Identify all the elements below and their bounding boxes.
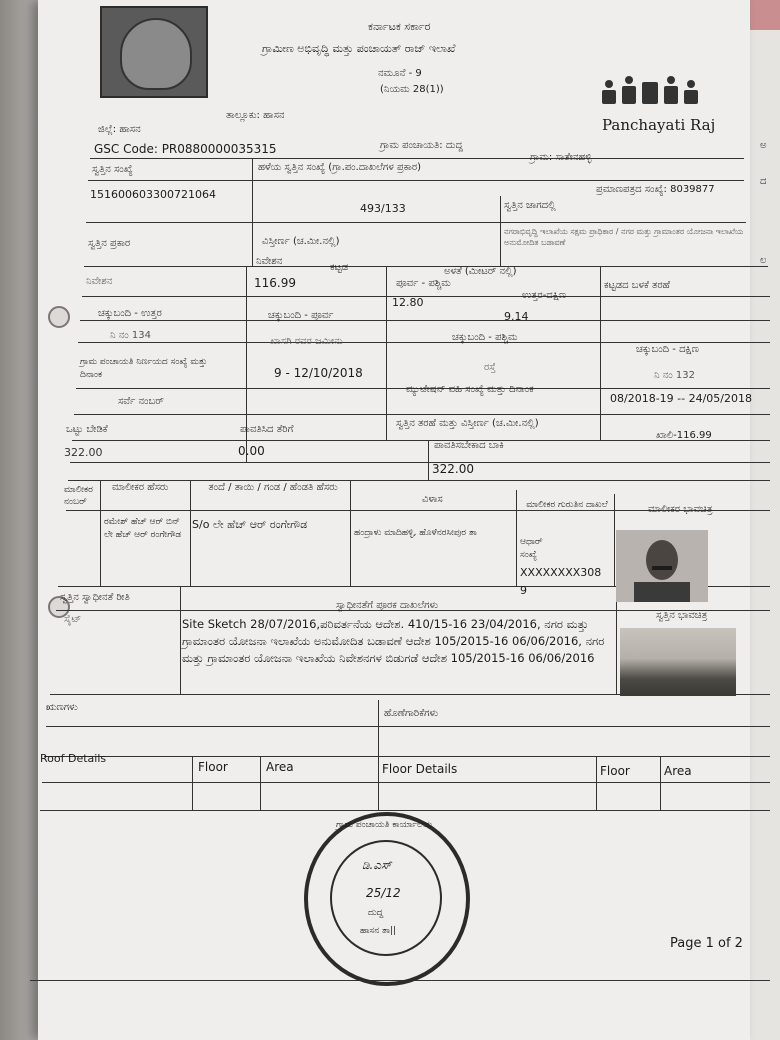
floor-label-2: Floor	[600, 764, 630, 778]
rule	[614, 494, 615, 586]
tax-type-label: ಸ್ವತ್ತಿನ ತರಹೆ ಮತ್ತು ವಿಸ್ತೀರ್ಣ (ಚ.ಮೀ.ನಲ್ಲಿ)	[396, 418, 539, 429]
form-rule: (ನಿಯಮ 28(1))	[380, 84, 444, 95]
parent-name-label: ತಂದೆ / ತಾಯಿ / ಗಂಡ / ಹೆಂಡತಿ ಹೆಸರು	[208, 482, 338, 493]
owner-id-label: ಮಾಲೀಕರ ಗುರುತಿನ ದಾಖಲೆ	[526, 500, 608, 510]
location-note: ನಗರಾಭಿವೃದ್ಧಿ ಇಲಾಖೆಯ ಸಕ್ಷಮ ಪ್ರಾಧಿಕಾರ / ನಗರ ಮತ್ತು ಗ್ರಾಮಾಂತರ ಯೋಜನಾ ಇಲಾಖೆಯ ಅನುಮೋದಿತ ಬಡಾವಣೆ	[504, 227, 744, 247]
area-label: ವಿಸ್ತೀರ್ಣ (ಚ.ಮೀ.ನಲ್ಲಿ)	[262, 236, 340, 247]
owner-photo	[616, 530, 708, 602]
south-boundary-label: ಚಕ್ಕುಬಂದಿ - ದಕ್ಷಿಣ	[636, 344, 699, 355]
owner-id-value: XXXXXXXX308	[520, 566, 602, 579]
rule	[386, 266, 387, 440]
north-south-value: 9.14	[504, 310, 529, 323]
edge-text: ಲ	[760, 255, 767, 266]
rule	[616, 600, 617, 694]
rule	[600, 266, 601, 440]
rule	[516, 490, 517, 586]
paid-tax-label: ಪಾವತಿಸಿದ ತೆರಿಗೆ	[240, 424, 294, 435]
brand-name: Panchayati Raj	[602, 116, 716, 134]
possession-type-value: ಸೈಟ್	[64, 614, 82, 625]
south-boundary-value: ನಿ ನಂ 132	[654, 370, 695, 381]
rule	[84, 266, 768, 267]
rule	[190, 480, 191, 586]
owner-address-value: ಹಂದ್ರಾಳು ಮಾದಿಹಳ್ಳಿ, ಹೊಳೆನರಸೀಪುರ ತಾ	[354, 528, 477, 538]
karnataka-emblem-icon	[100, 6, 208, 98]
rule	[82, 296, 770, 297]
resolution-value: 9 - 12/10/2018	[274, 366, 363, 380]
rule	[90, 158, 744, 159]
dept-line2: ಗ್ರಾಮೀಣ ಅಭಿವೃದ್ಧಿ ಮತ್ತು ಪಂಚಾಯತ್ ರಾಜ್ ಇಲಾಖೆ	[262, 42, 456, 55]
rule	[596, 756, 597, 810]
site-area-label: ನಿವೇಶನ	[256, 256, 283, 267]
mutation-label: ಮ್ಯುಟೇಷನ್ ವಹಿ ಸಂಖ್ಯೆ ಮತ್ತು ದಿನಾಂಕ	[406, 384, 534, 395]
north-boundary-value: ನಿ ನಂ 134	[110, 330, 151, 341]
page-number: Page 1 of 2	[670, 936, 743, 951]
owner-id-value-cont: 9	[520, 584, 527, 597]
north-boundary-label: ಚಕ್ಕುಬಂದಿ - ಉತ್ತರ	[98, 308, 162, 319]
area-label: Area	[266, 760, 294, 774]
rule	[46, 726, 770, 727]
dept-line1: ಕರ್ನಾಟಕ ಸರ್ಕಾರ	[368, 20, 431, 33]
tax-type-value: ಖಾಲಿ-116.99	[656, 430, 712, 441]
area-label-2: Area	[664, 764, 692, 778]
address-label: ವಿಳಾಸ	[422, 494, 443, 505]
rule	[100, 480, 101, 586]
property-id-value: 151600603300721064	[90, 188, 216, 201]
rule	[350, 480, 351, 586]
east-west-label: ಪೂರ್ವ - ಪಶ್ಚಿಮ	[396, 278, 451, 289]
seal-village: ದುದ್ದ	[368, 908, 384, 918]
location-label: ಸ್ವತ್ತಿನ ಜಾಗದಲ್ಲಿ	[504, 200, 556, 211]
rights-label: ಋಣಗಳು	[46, 702, 78, 713]
floor-details-label: Floor Details	[382, 762, 458, 776]
emblem-crest	[120, 18, 192, 90]
seal-taluk: ಹಾಸನ ತಾ||	[360, 926, 397, 936]
owner-name-label: ಮಾಲೀಕರ ಹೆಸರು	[112, 482, 169, 493]
panchayat-seal-stamp	[304, 812, 470, 986]
mutation-value: 08/2018-19 -- 24/05/2018	[610, 392, 752, 405]
property-photo	[620, 628, 736, 696]
west-boundary-value: ರಸ್ತೆ	[484, 362, 496, 373]
possession-docs-label: ಸ್ವಾಧೀನತೆಗೆ ಪೂರಕ ದಾಖಲೆಗಳು	[336, 600, 439, 611]
roof-details-label: Roof Details	[40, 752, 107, 765]
seal-signature: ಡಿ.ಎಸ್	[362, 858, 392, 872]
west-boundary-label: ಚಕ್ಕುಬಂದಿ - ಪಶ್ಚಿಮ	[452, 332, 518, 343]
possession-docs-value: Site Sketch 28/07/2016,ಪರಿವರ್ತನೆಯ ಆದೇಶ. 410/15-16 23/04/2016, ನಗರ ಮತ್ತು ಗ್ರಾಮಾಂತರ ಯೋಜನಾ ಇಲಾಖೆಯ ಅನುಮೋದಿತ ಬಡಾವಣೆ ಆದೇಶ 105/2015-16 06/06/2016, ನಗರ ಮತ್ತು ಗ್ರಾಮಾಂತರ ಯೋಜನಾ ಇಲಾಖೆಯ ನಿವೇಶನಗಳ ಬಿಡುಗಡೆ ಆದೇಶ 105/2015-16 06/06/2016	[182, 617, 605, 665]
east-boundary-value: ಖಾಸಗಿ ರವರ ಜಮೀನು	[270, 336, 343, 347]
rule	[80, 320, 770, 321]
rule	[70, 462, 770, 463]
old-property-no-label: ಹಳೆಯ ಸ್ವತ್ತಿನ ಸಂಖ್ಯೆ (ಗ್ರಾ.ಪಂ.ದಾಖಲೆಗಳ ಪ್ರಕಾರ)	[258, 162, 422, 173]
rule	[78, 342, 770, 343]
due-tax-label: ಪಾವತಿಸಬೇಕಾದ ಬಾಕಿ	[434, 440, 504, 451]
edge-text: ಅ	[760, 140, 767, 151]
district: ಜಿಲ್ಲೆ: ಹಾಸನ	[98, 124, 141, 135]
building-usage-label: ಕಟ್ಟಡದ ಬಳಕೆ ತರಹೆ	[604, 280, 670, 291]
edge-text: ದ	[760, 176, 767, 187]
east-west-value: 12.80	[392, 296, 424, 309]
form-number: ನಮೂನೆ - 9	[378, 68, 422, 79]
rule	[192, 756, 193, 810]
seal-signature-date: 25/12	[366, 886, 401, 900]
rule	[40, 810, 770, 811]
panchayati-raj-logo-icon	[600, 76, 710, 116]
possession-type-label: ಸ್ವತ್ತಿನ ಸ್ವಾಧೀನತೆ ರೀತಿ	[60, 592, 130, 603]
taluk: ತಾಲ್ಲೂಕು: ಹಾಸನ	[226, 110, 285, 121]
rule	[260, 756, 261, 810]
paid-tax-value: 0.00	[238, 444, 265, 458]
rule	[428, 440, 429, 480]
rule	[500, 196, 501, 266]
property-id-label: ಸ್ವತ್ತಿನ ಸಂಖ್ಯೆ	[92, 164, 133, 175]
east-boundary-label: ಚಕ್ಕುಬಂದಿ - ಪೂರ್ವ	[268, 310, 334, 321]
property-photo-label: ಸ್ವತ್ತಿನ ಭಾವಚಿತ್ರ	[656, 610, 708, 621]
seal-ring-text: ಗ್ರಾಮ ಪಂಚಾಯತಿ ಕಾರ್ಯಾಲಯ	[336, 820, 433, 830]
total-demand-value: 322.00	[64, 446, 103, 459]
site-area-value: 116.99	[254, 276, 296, 290]
rule	[68, 480, 770, 481]
rule	[180, 586, 181, 694]
rule	[44, 756, 770, 757]
total-demand-label: ಒಟ್ಟು ಬೇಡಿಕೆ	[66, 424, 108, 435]
rule	[660, 756, 661, 810]
parent-name-value: S/o ಲೇ ಹೆಚ್ ಆರ್ ರಂಗೇಗೌಡ	[192, 518, 308, 531]
gram-panchayat: ಗ್ರಾಮ ಪಂಚಾಯತಿ: ದುದ್ದ	[380, 140, 463, 151]
owner-photo-label: ಮಾಲೀಕರ ಭಾವಚಿತ್ರ	[648, 504, 713, 515]
rule	[378, 700, 379, 810]
liabilities-label: ಹೊಣೆಗಾರಿಕೆಗಳು	[384, 708, 439, 719]
owner-id-type: ಆಧಾರ್ ಸಂಖ್ಯೆ	[520, 537, 543, 560]
building-area-label: ಕಟ್ಟಡ	[330, 262, 349, 273]
property-type-label: ಸ್ವತ್ತಿನ ಪ್ರಕಾರ	[88, 238, 131, 249]
rule	[88, 180, 744, 181]
owner-name-value: ರಮೇಶ್ ಹೆಚ್ ಆರ್ ಬಿನ್ ಲೇ ಹೆಚ್ ಆರ್ ರಂಗೇಗೌಡ	[104, 517, 182, 540]
resolution-label: ಗ್ರಾಮ ಪಂಚಾಯತಿ ನಿರ್ಣಯದ ಸಂಖ್ಯೆ ಮತ್ತು ದಿನಾಂಕ	[80, 357, 208, 380]
survey-number-label: ಸರ್ವೆ ನಂಬರ್	[118, 396, 164, 407]
gsc-code: GSC Code: PR0880000035315	[94, 142, 277, 156]
certificate-number: ಪ್ರಮಾಣಪತ್ರದ ಸಂಖ್ಯೆ: 8039877	[596, 184, 715, 195]
binder-hole	[48, 306, 70, 328]
floor-label: Floor	[198, 760, 228, 774]
owner-number-label: ಮಾಲೀಕರ ನಂಬರ್	[64, 485, 93, 507]
seal-inner-ring	[330, 840, 442, 956]
rule	[86, 222, 746, 223]
rule	[252, 158, 253, 266]
old-property-no-value: 493/133	[360, 202, 406, 215]
property-type-value: ನಿವೇಶನ	[86, 276, 113, 287]
measurement-label: ಅಳತೆ (ಮೀಟರ್ ನಲ್ಲಿ)	[444, 266, 517, 277]
rule	[74, 414, 770, 415]
due-tax-value: 322.00	[432, 462, 474, 476]
north-south-label: ಉತ್ತರ-ದಕ್ಷಿಣ	[522, 290, 567, 301]
